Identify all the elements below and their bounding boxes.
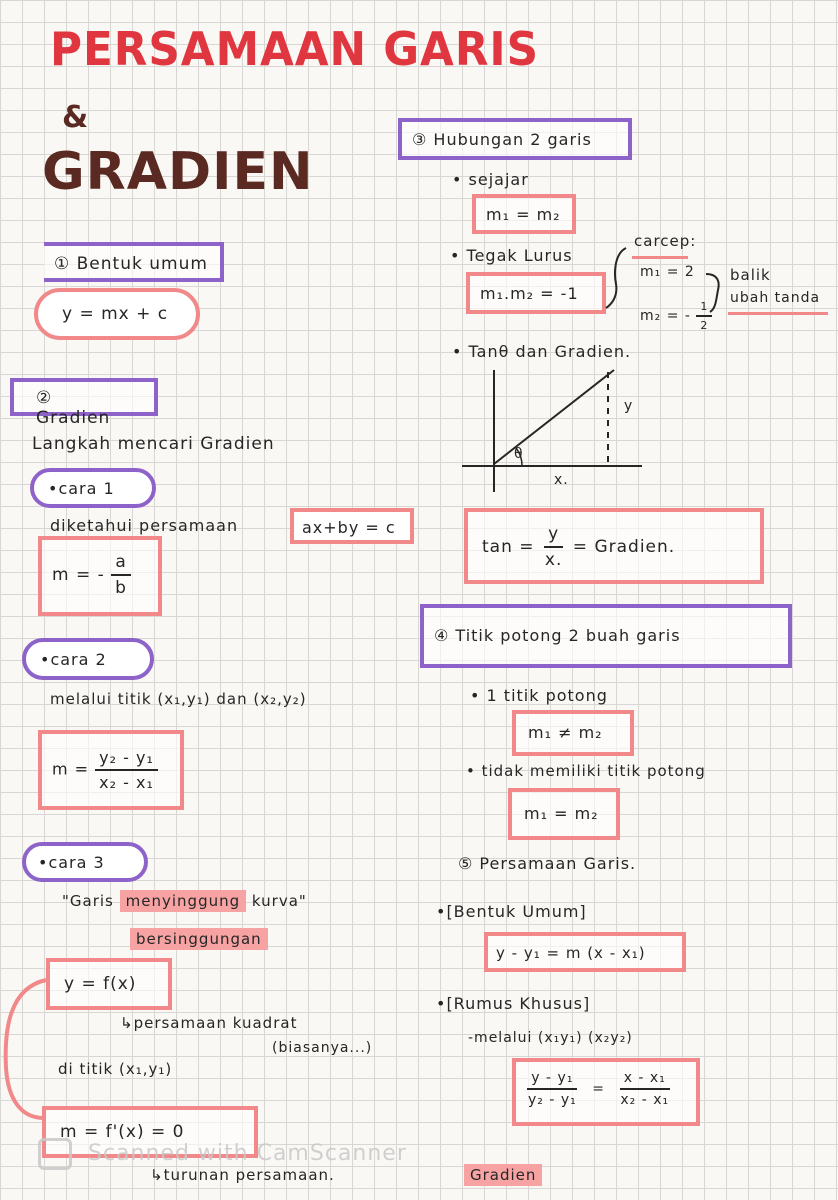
cara3-highlight2: bersinggungan — [130, 928, 268, 950]
cara1-formula: m = - $\frac{a}{b}$ — [38, 536, 162, 616]
no-intersection-formula: m₁ = m₂ — [508, 788, 620, 840]
one-intersection-formula: m₁ ≠ m₂ — [512, 710, 634, 756]
change-sign-underline — [728, 312, 828, 315]
cara3-arrow2: ↳turunan persamaan. — [150, 1166, 335, 1184]
page-title: PERSAMAAN GARIS — [50, 22, 540, 76]
cara1-highlight: ax+by = c — [290, 508, 414, 544]
cara1-text: diketahui persamaan — [50, 516, 239, 535]
parallel-formula: m₁ = m₂ — [472, 194, 576, 234]
cara2-text: melalui titik (x₁,y₁) dan (x₂,y₂) — [50, 690, 307, 708]
camscanner-logo-icon — [38, 1138, 72, 1170]
cara2-num: y₂ - y₁ — [95, 748, 158, 771]
cara3-paren: (biasanya...) — [272, 1040, 373, 1056]
cara2-den: x₂ - x₁ — [99, 773, 154, 792]
section5-heading: ⑤ Persamaan Garis. — [458, 854, 637, 873]
camscanner-watermark: Scanned with CamScanner — [38, 1138, 438, 1172]
perpendicular-label: • Tegak Lurus — [450, 246, 573, 265]
section4-heading: ④ Titik potong 2 buah garis — [420, 604, 792, 668]
cara3-highlight: menyinggung — [120, 890, 246, 912]
parallel-label: • sejajar — [452, 170, 529, 189]
one-intersection-label: • 1 titik potong — [470, 686, 608, 705]
reverse-label: balik — [730, 266, 771, 284]
cara3-arrow3: Gradien — [464, 1164, 542, 1186]
cara3-point: di titik (x₁,y₁) — [58, 1060, 173, 1078]
tan-gradient-label: • Tanθ dan Gradien. — [452, 342, 632, 361]
page-subtitle: GRADIEN — [42, 142, 314, 202]
cara1-num: a — [111, 552, 130, 576]
gradient-intro: Langkah mencari Gradien — [32, 434, 275, 454]
connector-arrow — [0, 968, 60, 1128]
shortcut-underline — [632, 256, 688, 259]
section3-heading: ③ Hubungan 2 garis — [398, 118, 632, 160]
cara3-arrow1: ↳persamaan kuadrat — [120, 1014, 298, 1032]
cara2-label: •cara 2 — [22, 638, 154, 680]
two-point-formula: $\frac{\text{y - y₁}}{\text{y₂ - y₁}}$ = $\frac{\text{x - x₁}}{\text{x₂ - x₁}}$ — [512, 1058, 700, 1126]
cara2-formula: m = $\frac{\text{y₂ - y₁}}{\text{x₂ - x₁}}$ — [38, 730, 184, 810]
cara3-derivative: m = f'(x) = 0 — [42, 1106, 258, 1158]
section1-heading: ① Bentuk umum — [44, 242, 224, 282]
cara3-yfx: y = f(x) — [46, 958, 172, 1010]
bracket-icon — [604, 244, 634, 314]
swap-arrow-icon — [704, 268, 732, 318]
shortcut-m2: m₂ = - $\frac{1}{2}$ — [640, 300, 712, 332]
cara3-label: •cara 3 — [22, 842, 148, 882]
perpendicular-formula: m₁.m₂ = -1 — [466, 272, 606, 314]
tan-formula: tan = $\frac{y}{x.}$ = Gradien. — [464, 508, 764, 584]
title-ampersand: & — [62, 100, 90, 135]
shortcut-label: carcep: — [634, 232, 697, 250]
theta-label: θ — [514, 446, 524, 462]
general-form-formula: y = mx + c — [34, 288, 200, 340]
cara1-den: b — [115, 578, 127, 598]
no-intersection-label: • tidak memiliki titik potong — [466, 762, 706, 780]
point-slope-formula: y - y₁ = m (x - x₁) — [484, 932, 686, 972]
special-formula-label: •[Rumus Khusus] — [436, 994, 591, 1013]
shortcut-m1: m₁ = 2 — [640, 264, 695, 280]
x-axis-label: x. — [554, 472, 569, 488]
special-formula-sub: -melalui (x₁y₁) (x₂y₂) — [468, 1030, 633, 1046]
change-sign-label: ubah tanda — [730, 290, 821, 306]
cara1-label: •cara 1 — [30, 468, 156, 508]
cara3-quote: "Garis menyinggung kurva" — [62, 892, 307, 910]
general-form-label: •[Bentuk Umum] — [436, 902, 587, 921]
section2-heading: ② Gradien — [10, 378, 158, 416]
y-axis-label: y — [624, 398, 634, 414]
